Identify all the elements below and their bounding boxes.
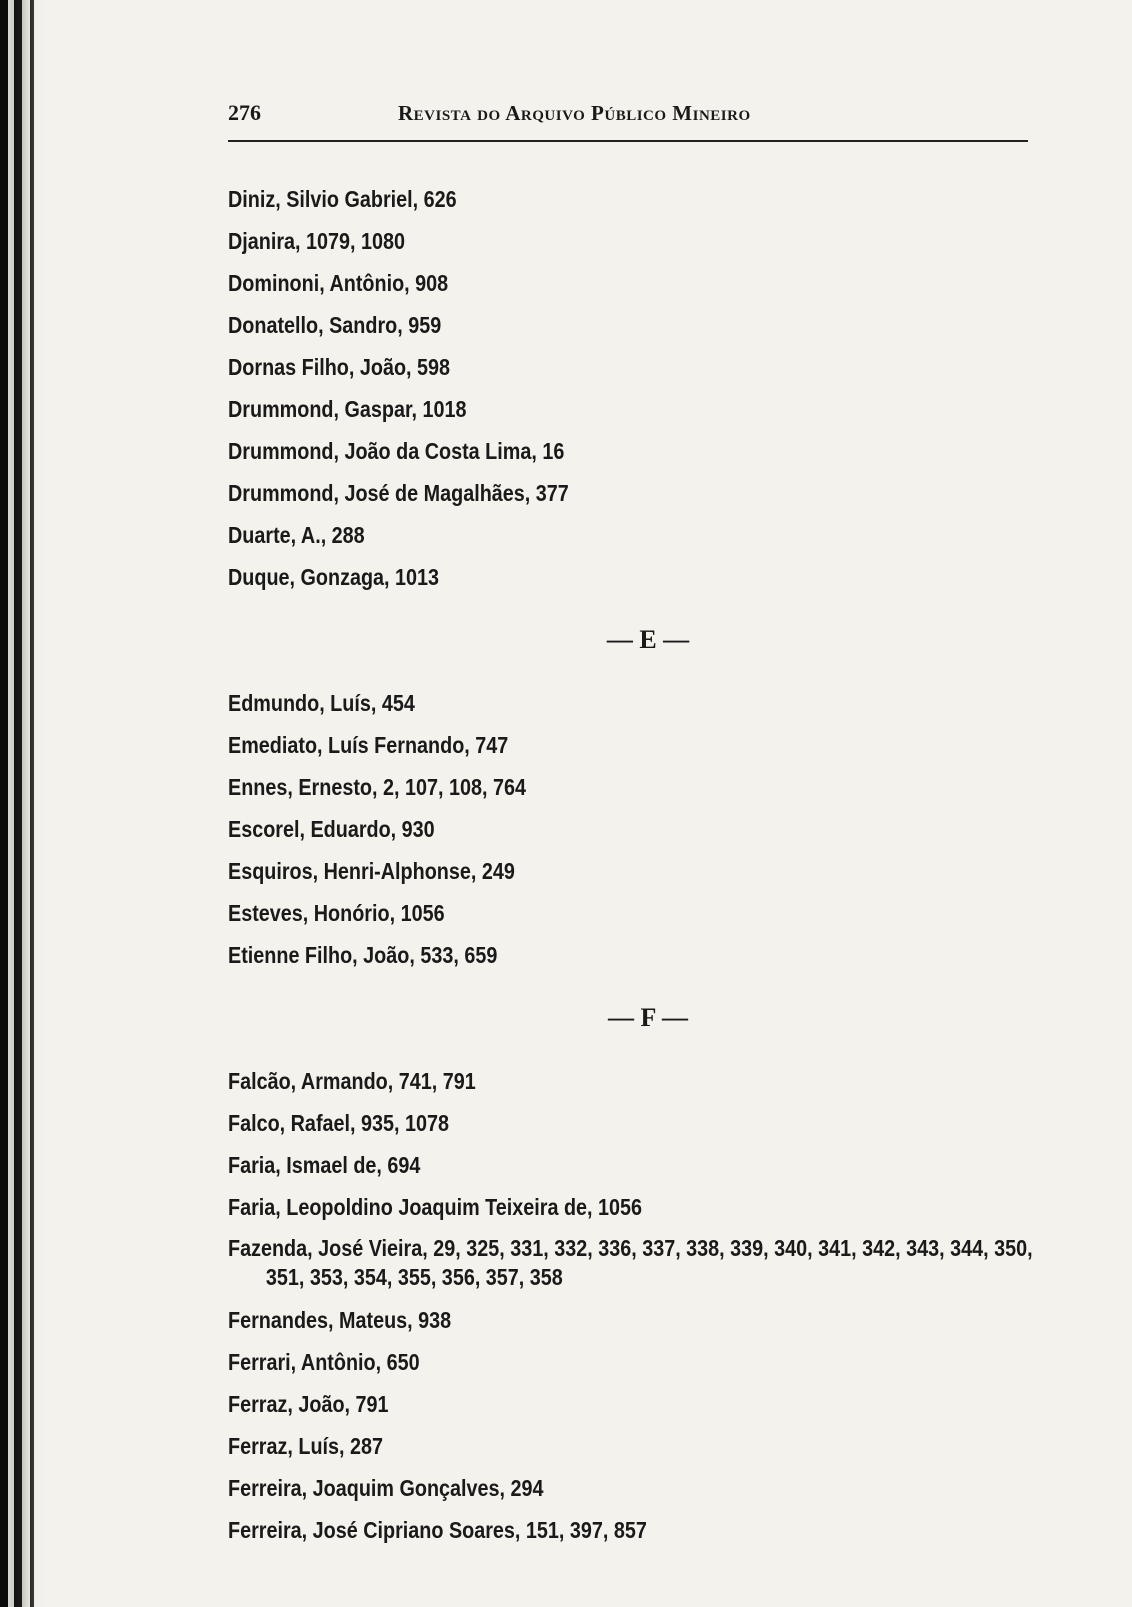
- index-section-f: [228, 976, 1033, 1551]
- index-entry: Escorel, Eduardo, 930: [228, 816, 435, 842]
- index-entry: Faria, Leopoldino Joaquim Teixeira de, 1056: [228, 1194, 643, 1220]
- index-entry: Djanira, 1079, 1080: [228, 228, 406, 254]
- section-heading-f: — F —: [608, 1003, 688, 1032]
- index-page: [228, 100, 1033, 1551]
- index-entry: Dornas Filho, João, 598: [228, 354, 451, 380]
- index-entry: Esteves, Honório, 1056: [228, 900, 445, 926]
- page-number: 276: [228, 100, 261, 125]
- index-entry: Ferreira, José Cipriano Soares, 151, 397, 857: [228, 1517, 647, 1543]
- running-head: [228, 100, 1028, 142]
- index-entry: Falcão, Armando, 741, 791: [228, 1068, 476, 1094]
- index-section-d: [228, 178, 1028, 598]
- index-entry: Diniz, Silvio Gabriel, 626: [228, 186, 457, 212]
- running-title: Revista do Arquivo Público Mineiro: [398, 101, 751, 125]
- index-entry: Fazenda, José Vieira, 29, 325, 331, 332, 336, 337, 338, 339, 340, 341, 342, 343, 344, 350, 351, 353, 354, 355, 356, 357, 358: [228, 1235, 1033, 1290]
- book-binding-edge: [0, 0, 48, 1607]
- index-entry: Fernandes, Mateus, 938: [228, 1307, 452, 1333]
- index-entry: Dominoni, Antônio, 908: [228, 270, 449, 296]
- index-entry: Drummond, José de Magalhães, 377: [228, 480, 569, 506]
- index-entry: Duarte, A., 288: [228, 522, 365, 548]
- section-heading-e: — E —: [606, 625, 690, 654]
- index-entry: Esquiros, Henri-Alphonse, 249: [228, 858, 515, 884]
- index-entry: Ennes, Ernesto, 2, 107, 108, 764: [228, 774, 526, 800]
- index-entry: Etienne Filho, João, 533, 659: [228, 942, 498, 968]
- index-section-e: [228, 598, 1028, 976]
- index-entry: Donatello, Sandro, 959: [228, 312, 442, 338]
- index-entry: Faria, Ismael de, 694: [228, 1152, 421, 1178]
- index-entry: Duque, Gonzaga, 1013: [228, 564, 440, 590]
- index-entry: Falco, Rafael, 935, 1078: [228, 1110, 450, 1136]
- index-entry: Drummond, Gaspar, 1018: [228, 396, 467, 422]
- index-entry: Emediato, Luís Fernando, 747: [228, 732, 509, 758]
- index-entry: Ferrari, Antônio, 650: [228, 1349, 420, 1375]
- index-entry: Ferraz, Luís, 287: [228, 1433, 384, 1459]
- index-entry: Ferreira, Joaquim Gonçalves, 294: [228, 1475, 544, 1501]
- name-index: [228, 178, 1033, 1551]
- index-entry: Drummond, João da Costa Lima, 16: [228, 438, 565, 464]
- index-entry: Edmundo, Luís, 454: [228, 690, 415, 716]
- index-entry: Ferraz, João, 791: [228, 1391, 389, 1417]
